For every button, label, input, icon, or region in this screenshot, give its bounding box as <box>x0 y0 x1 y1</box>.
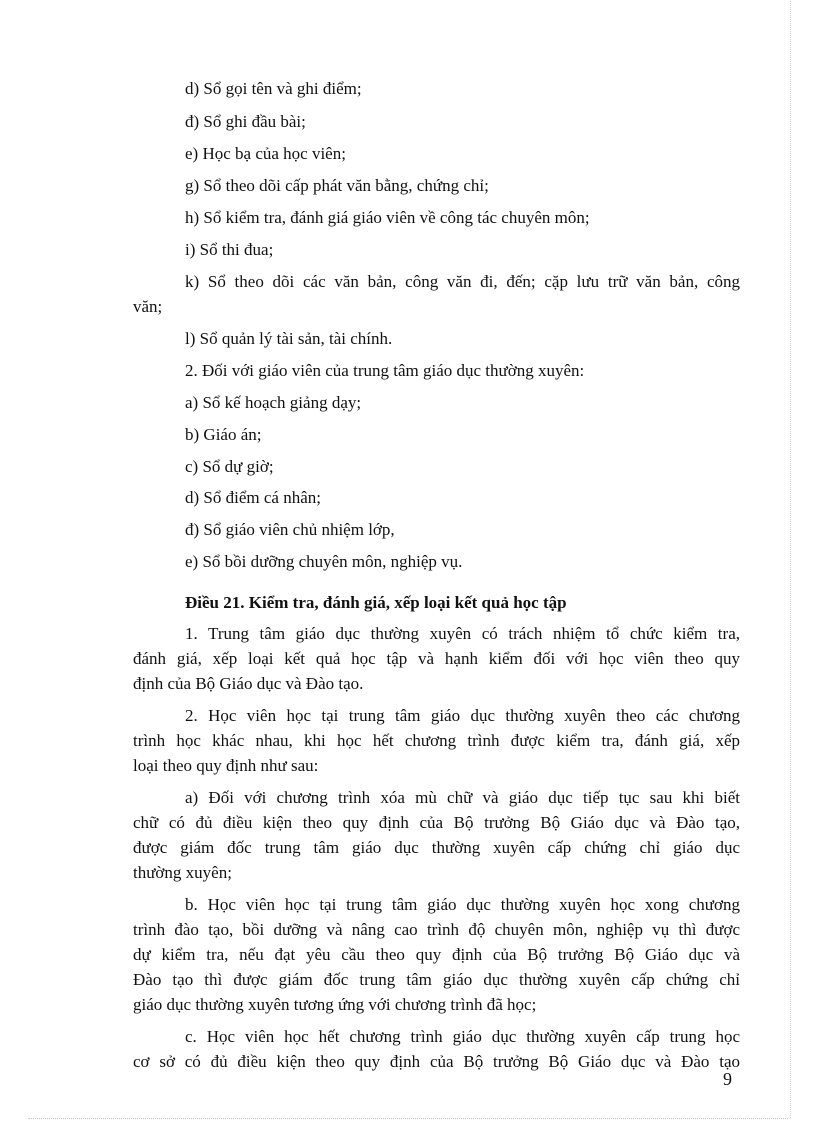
page-number: 9 <box>723 1069 732 1089</box>
list-item: đ) Sổ ghi đầu bài; <box>185 112 306 131</box>
list-item: g) Sổ theo dõi cấp phát văn bằng, chứng chỉ; <box>185 176 489 195</box>
paragraph-line: dự kiểm tra, nếu đạt yêu cầu theo quy định của Bộ trưởng Bộ Giáo dục và <box>133 945 740 964</box>
list-item: h) Sổ kiểm tra, đánh giá giáo viên về công tác chuyên môn; <box>185 208 590 227</box>
list-item: a) Sổ kế hoạch giảng dạy; <box>185 393 362 412</box>
paragraph-line: a) Đối với chương trình xóa mù chữ và giáo dục tiếp tục sau khi biết <box>185 788 740 807</box>
paragraph-line: giáo dục thường xuyên tương ứng với chương trình đã học; <box>133 995 537 1014</box>
paragraph-line: 2. Học viên học tại trung tâm giáo dục thường xuyên theo các chương <box>185 706 740 725</box>
section-title: 2. Đối với giáo viên của trung tâm giáo dục thường xuyên: <box>185 361 585 380</box>
list-item: k) Sổ theo dõi các văn bản, công văn đi, đến; cặp lưu trữ văn bản, công <box>185 272 740 291</box>
list-item: b) Giáo án; <box>185 425 262 444</box>
paragraph-line: c. Học viên học hết chương trình giáo dục thường xuyên cấp trung học <box>185 1027 740 1046</box>
paragraph-line: b. Học viên học tại trung tâm giáo dục thường xuyên học xong chương <box>185 895 740 914</box>
paragraph-line: định của Bộ Giáo dục và Đào tạo. <box>133 674 364 693</box>
list-item-continuation: văn; <box>133 297 163 316</box>
paragraph-line: được giám đốc trung tâm giáo dục thường xuyên cấp chứng chỉ giáo dục <box>133 838 740 857</box>
list-item: d) Sổ gọi tên và ghi điểm; <box>185 79 362 98</box>
list-item: e) Sổ bồi dưỡng chuyên môn, nghiệp vụ. <box>185 552 463 571</box>
paragraph-line: 1. Trung tâm giáo dục thường xuyên có trách nhiệm tổ chức kiểm tra, <box>185 624 740 643</box>
right-divider <box>790 0 791 1118</box>
paragraph-line: thường xuyên; <box>133 863 232 882</box>
list-item: đ) Sổ giáo viên chủ nhiệm lớp, <box>185 520 395 539</box>
paragraph-line: trình học khác nhau, khi học hết chương trình được kiểm tra, đánh giá, xếp <box>133 731 740 750</box>
paragraph-line: Đào tạo thì được giám đốc trung tâm giáo dục thường xuyên cấp chứng chỉ <box>133 970 740 989</box>
article-heading: Điều 21. Kiểm tra, đánh giá, xếp loại kết quả học tập <box>185 593 567 612</box>
list-item: e) Học bạ của học viên; <box>185 144 346 163</box>
list-item: c) Sổ dự giờ; <box>185 457 274 476</box>
list-item: l) Sổ quản lý tài sản, tài chính. <box>185 329 393 348</box>
bottom-divider <box>28 1118 788 1119</box>
paragraph-line: đánh giá, xếp loại kết quả học tập và hạnh kiểm đối với học viên theo quy <box>133 649 740 668</box>
paragraph-line: loại theo quy định như sau: <box>133 756 319 775</box>
paragraph-line: chữ có đủ điều kiện theo quy định của Bộ trưởng Bộ Giáo dục và Đào tạo, <box>133 813 740 832</box>
list-item: d) Sổ điểm cá nhân; <box>185 488 321 507</box>
paragraph-line: trình đào tạo, bồi dưỡng và nâng cao trình độ chuyên môn, nghiệp vụ thì được <box>133 920 740 939</box>
paragraph-line: cơ sở có đủ điều kiện theo quy định của Bộ trưởng Bộ Giáo dục và Đào tạo <box>133 1052 740 1071</box>
list-item: i) Sổ thi đua; <box>185 240 274 259</box>
